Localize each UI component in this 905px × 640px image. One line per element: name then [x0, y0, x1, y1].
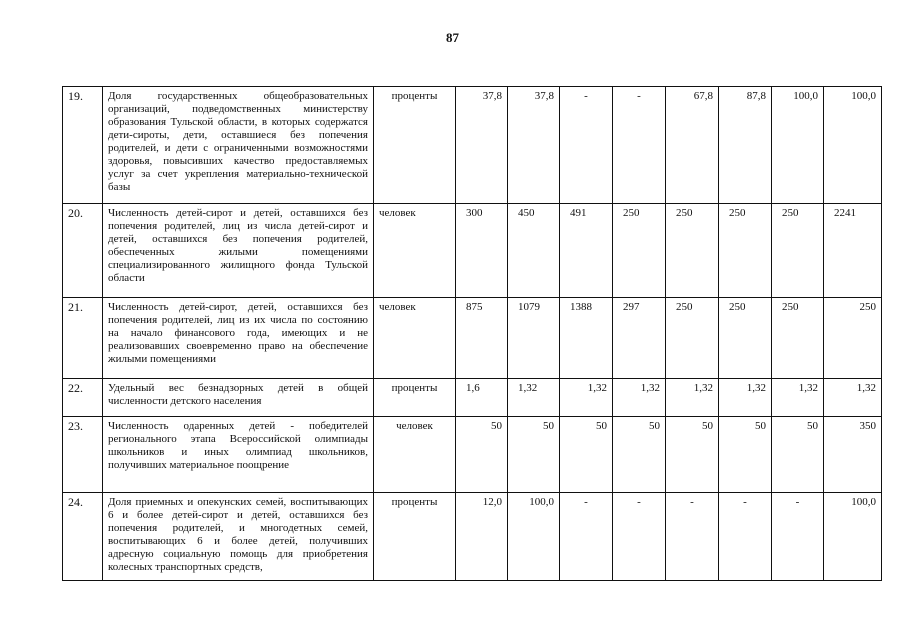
unit-cell: человек	[374, 204, 456, 298]
value-cell: -	[560, 493, 613, 581]
value-cell: 875	[456, 298, 508, 379]
indicator-description: Численность одаренных детей - победителей регионального этапа Всероссийской олимпиады школьников и иных олимпиад школьников, получивших материальное поощрение	[103, 417, 374, 493]
value-cell: 50	[456, 417, 508, 493]
value-cell: 100,0	[772, 87, 824, 204]
row-number: 19.	[63, 87, 103, 204]
row-number: 24.	[63, 493, 103, 581]
table-row	[63, 204, 882, 298]
value-cell: 491	[560, 204, 613, 298]
table-row	[63, 417, 882, 493]
value-cell: 50	[719, 417, 772, 493]
value-cell: 250	[666, 298, 719, 379]
value-cell: 12,0	[456, 493, 508, 581]
value-cell: 37,8	[508, 87, 560, 204]
table-row	[63, 298, 882, 379]
value-cell: 100,0	[824, 493, 882, 581]
table-row	[63, 379, 882, 417]
indicator-description: Численность детей-сирот и детей, оставшихся без попечения родителей, лиц из числа детей-сирот и детей, оставшихся без попечения родителей, обеспеченных жилыми помещениями специализированного жилищного фонда Тульской области	[103, 204, 374, 298]
value-cell: 100,0	[508, 493, 560, 581]
page-number: 87	[446, 30, 459, 45]
value-cell: 87,8	[719, 87, 772, 204]
value-cell: -	[666, 493, 719, 581]
unit-cell: человек	[374, 298, 456, 379]
row-number: 20.	[63, 204, 103, 298]
value-cell: 37,8	[456, 87, 508, 204]
value-cell: -	[613, 87, 666, 204]
value-cell: 300	[456, 204, 508, 298]
value-cell: 250	[824, 298, 882, 379]
value-cell: -	[772, 493, 824, 581]
value-cell: 67,8	[666, 87, 719, 204]
value-cell: 297	[613, 298, 666, 379]
value-cell: 50	[560, 417, 613, 493]
value-cell: 250	[613, 204, 666, 298]
value-cell: -	[560, 87, 613, 204]
value-cell: 250	[719, 298, 772, 379]
value-cell: 1,32	[824, 379, 882, 417]
row-number: 23.	[63, 417, 103, 493]
indicator-description: Доля приемных и опекунских семей, воспитывающих 6 и более детей-сирот и детей, оставшихся без попечения родителей, и многодетных семей, воспитывающих 6 и более детей, получивших адресную социальную помощь для приобретения колесных транспортных средств,	[103, 493, 374, 581]
value-cell: 250	[772, 298, 824, 379]
value-cell: 1,32	[560, 379, 613, 417]
value-cell: 1,32	[666, 379, 719, 417]
table-row	[63, 87, 882, 204]
value-cell: 1079	[508, 298, 560, 379]
unit-cell: человек	[374, 417, 456, 493]
value-cell: 50	[613, 417, 666, 493]
indicators-table	[62, 86, 882, 581]
value-cell: 250	[772, 204, 824, 298]
unit-cell: проценты	[374, 493, 456, 581]
value-cell: 1,32	[719, 379, 772, 417]
unit-cell: проценты	[374, 87, 456, 204]
table-row	[63, 493, 882, 581]
row-number: 21.	[63, 298, 103, 379]
indicator-description: Удельный вес безнадзорных детей в общей численности детского населения	[103, 379, 374, 417]
value-cell: 450	[508, 204, 560, 298]
value-cell: 1,6	[456, 379, 508, 417]
value-cell: -	[613, 493, 666, 581]
value-cell: 50	[772, 417, 824, 493]
value-cell: 100,0	[824, 87, 882, 204]
value-cell: 350	[824, 417, 882, 493]
value-cell: 250	[719, 204, 772, 298]
indicator-description: Численность детей-сирот, детей, оставшихся без попечения родителей, лиц из их числа по состоянию на начало финансового года, имеющих и не реализовавших своевременно право на обеспечение жилыми помещениями	[103, 298, 374, 379]
value-cell: 2241	[824, 204, 882, 298]
value-cell: 1,32	[613, 379, 666, 417]
value-cell: 50	[508, 417, 560, 493]
value-cell: 1,32	[508, 379, 560, 417]
value-cell: 1,32	[772, 379, 824, 417]
value-cell: 50	[666, 417, 719, 493]
unit-cell: проценты	[374, 379, 456, 417]
value-cell: 250	[666, 204, 719, 298]
value-cell: -	[719, 493, 772, 581]
value-cell: 1388	[560, 298, 613, 379]
indicator-description: Доля государственных общеобразовательных организаций, подведомственных министерству образования Тульской области, в которых содержатся дети-сироты, дети, оставшиеся без попечения родителей, и дети с ограниченными возможностями здоровья, повысивших качество предоставляемых услуг за счет укрепления материально-технической базы	[103, 87, 374, 204]
row-number: 22.	[63, 379, 103, 417]
